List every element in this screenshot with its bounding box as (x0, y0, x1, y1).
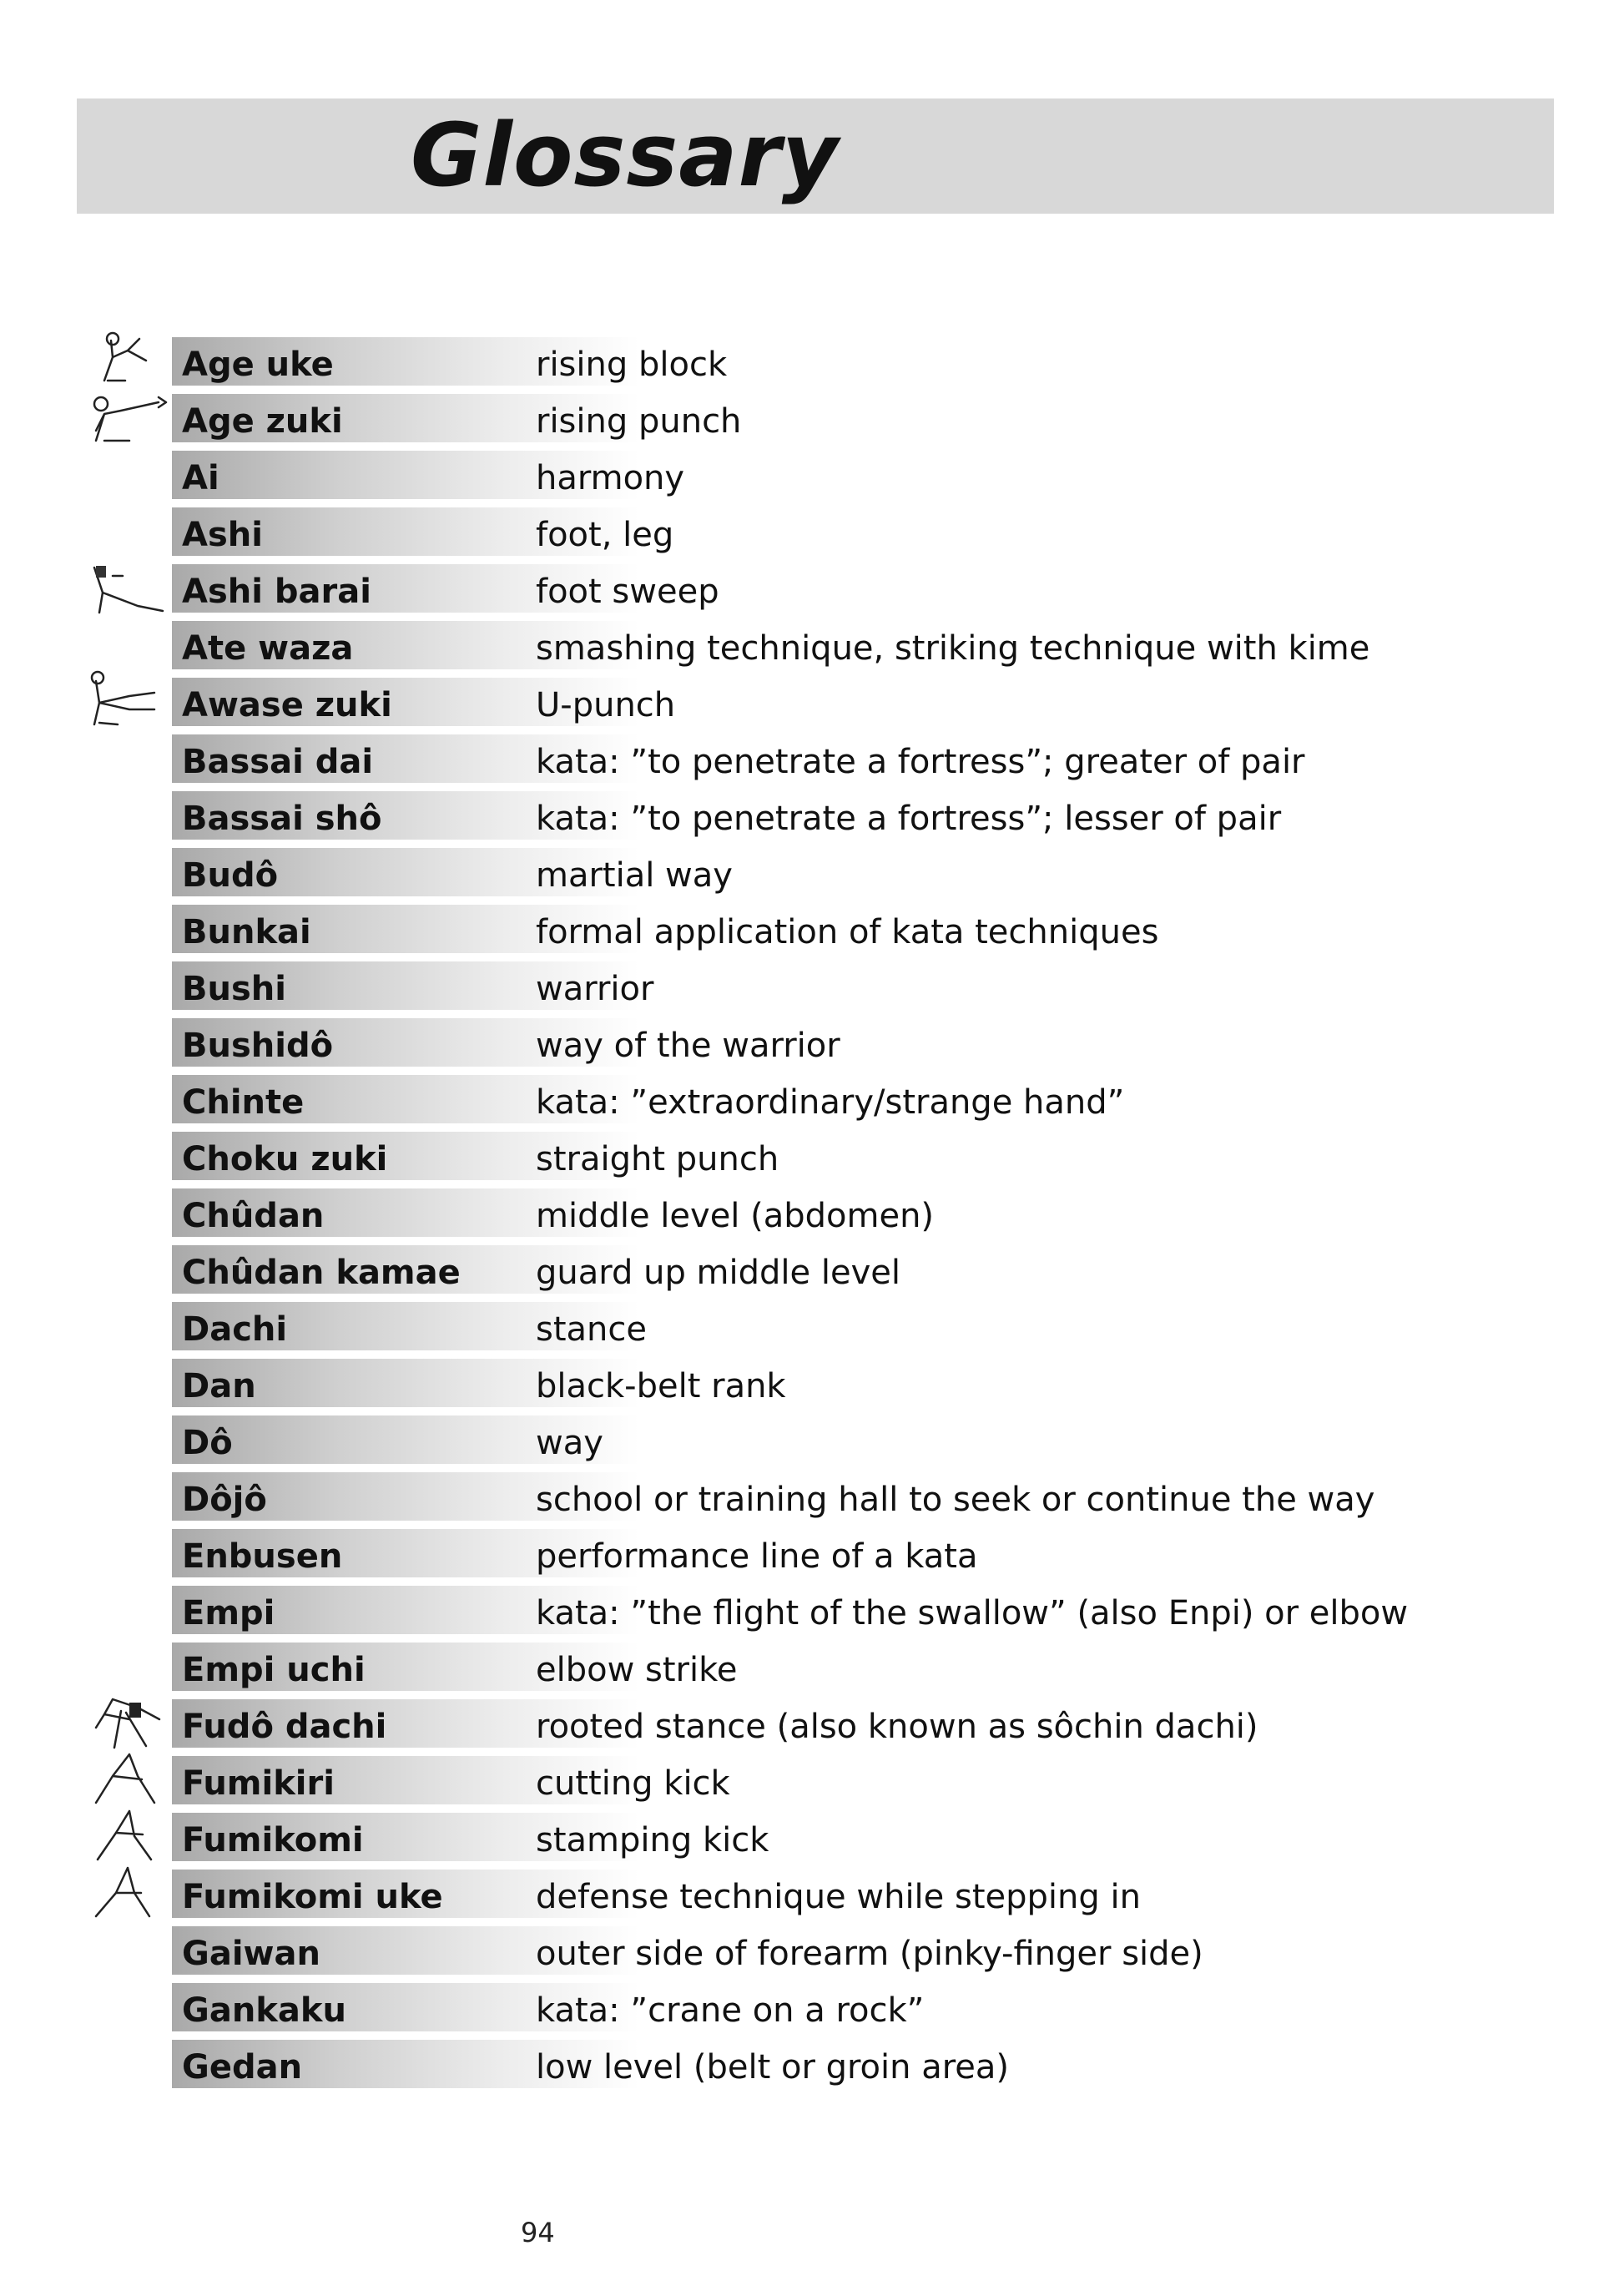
glossary-term: Empi (182, 1594, 275, 1632)
glossary-definition: warrior (536, 970, 654, 1008)
glossary-definition: way (536, 1424, 603, 1462)
glossary-row (0, 447, 1624, 504)
glossary-row (0, 1242, 1624, 1299)
glossary-definition: performance line of a kata (536, 1537, 978, 1576)
glossary-definition: foot sweep (536, 573, 719, 611)
glossary-term: Ashi (182, 516, 263, 554)
glossary-row (0, 1753, 1624, 1809)
glossary-definition: martial way (536, 856, 733, 895)
glossary-definition: kata: ”to penetrate a fortress”; lesser of pair (536, 800, 1282, 838)
glossary-row (0, 674, 1624, 731)
karateka-foot-sweep-icon (75, 559, 175, 618)
glossary-term: Bushidô (182, 1027, 334, 1065)
glossary-term: Ai (182, 459, 219, 497)
glossary-row (0, 845, 1624, 901)
glossary-term: Age zuki (182, 402, 343, 441)
glossary-definition: low level (belt or groin area) (536, 2048, 1010, 2087)
glossary-row (0, 1866, 1624, 1923)
glossary-row (0, 1923, 1624, 1980)
glossary-term: Budô (182, 856, 279, 895)
glossary-term: Bassai dai (182, 743, 374, 781)
glossary-row (0, 334, 1624, 391)
glossary-definition: outer side of forearm (pinky-finger side) (536, 1935, 1203, 1973)
karateka-cutting-kick-icon (75, 1751, 175, 1809)
glossary-definition: smashing technique, striking technique with kime (536, 629, 1370, 668)
glossary-term: Enbusen (182, 1537, 343, 1576)
karateka-stamping-kick-icon (75, 1808, 175, 1866)
glossary-term: Fumikiri (182, 1764, 335, 1803)
glossary-term: Fumikomi (182, 1821, 364, 1860)
glossary-definition: kata: ”the flight of the swallow” (also Enpi) or elbow (536, 1594, 1409, 1632)
glossary-row (0, 504, 1624, 561)
glossary-term: Ate waza (182, 629, 354, 668)
glossary-definition: cutting kick (536, 1764, 730, 1803)
glossary-row (0, 561, 1624, 618)
glossary-term: Age uke (182, 346, 334, 384)
karateka-rising-punch-icon (75, 389, 175, 447)
glossary-row (0, 391, 1624, 447)
glossary-definition: kata: ”extraordinary/strange hand” (536, 1083, 1125, 1122)
glossary-term: Dô (182, 1424, 233, 1462)
glossary-definition: stance (536, 1310, 647, 1349)
glossary-definition: foot, leg (536, 516, 674, 554)
glossary-term: Bunkai (182, 913, 311, 951)
glossary-definition: formal application of kata techniques (536, 913, 1159, 951)
glossary-term: Bushi (182, 970, 286, 1008)
glossary-term: Gaiwan (182, 1935, 320, 1973)
glossary-row (0, 1412, 1624, 1469)
glossary-definition: rooted stance (also known as sôchin dachi) (536, 1708, 1258, 1746)
glossary-row (0, 901, 1624, 958)
page-number: 94 (521, 2217, 555, 2248)
glossary-term: Gankaku (182, 1991, 346, 2030)
glossary-definition: defense technique while stepping in (536, 1878, 1141, 1916)
glossary-definition: kata: ”to penetrate a fortress”; greater of pair (536, 743, 1305, 781)
glossary-definition: U-punch (536, 686, 676, 724)
glossary-term: Empi uchi (182, 1651, 366, 1689)
glossary-definition: kata: ”crane on a rock” (536, 1991, 925, 2030)
glossary-definition: rising block (536, 346, 728, 384)
glossary-term: Fumikomi uke (182, 1878, 443, 1916)
glossary-row (0, 618, 1624, 674)
glossary-term: Dachi (182, 1310, 288, 1349)
glossary-term: Fudô dachi (182, 1708, 387, 1746)
glossary-definition: guard up middle level (536, 1254, 900, 1292)
karateka-u-punch-icon (75, 673, 175, 731)
glossary-term: Ashi barai (182, 573, 371, 611)
glossary-row (0, 1299, 1624, 1355)
karateka-rising-block-icon (75, 332, 175, 391)
glossary-term: Dan (182, 1367, 256, 1405)
glossary-definition: middle level (abdomen) (536, 1197, 935, 1235)
glossary-definition: school or training hall to seek or continue the way (536, 1481, 1375, 1519)
glossary-term: Bassai shô (182, 800, 382, 838)
glossary-row (0, 1128, 1624, 1185)
page-title: Glossary (411, 104, 840, 206)
glossary-term: Awase zuki (182, 686, 392, 724)
glossary-row (0, 1980, 1624, 2036)
glossary-definition: way of the warrior (536, 1027, 840, 1065)
glossary-row (0, 1469, 1624, 1526)
glossary-definition: harmony (536, 459, 685, 497)
glossary-row (0, 958, 1624, 1015)
glossary-row (0, 1639, 1624, 1696)
glossary-definition: straight punch (536, 1140, 779, 1178)
glossary-term: Gedan (182, 2048, 303, 2087)
glossary-term: Chinte (182, 1083, 305, 1122)
glossary-row (0, 1582, 1624, 1639)
glossary-row (0, 1355, 1624, 1412)
glossary-row (0, 1809, 1624, 1866)
glossary-row (0, 788, 1624, 845)
glossary-term: Chûdan kamae (182, 1254, 461, 1292)
glossary-term: Chûdan (182, 1197, 325, 1235)
glossary-row (0, 731, 1624, 788)
glossary-row (0, 2036, 1624, 2093)
title-banner (77, 98, 1554, 214)
glossary-term: Choku zuki (182, 1140, 388, 1178)
glossary-row (0, 1185, 1624, 1242)
glossary-definition: elbow strike (536, 1651, 738, 1689)
karateka-rooted-stance-icon (75, 1694, 175, 1753)
glossary-term: Dôjô (182, 1481, 267, 1519)
glossary-row (0, 1072, 1624, 1128)
glossary-row (0, 1526, 1624, 1582)
glossary-definition: black-belt rank (536, 1367, 786, 1405)
karateka-stepping-defense-icon (75, 1865, 175, 1923)
glossary-row (0, 1696, 1624, 1753)
glossary-row (0, 1015, 1624, 1072)
glossary-definition: rising punch (536, 402, 742, 441)
glossary-definition: stamping kick (536, 1821, 769, 1860)
